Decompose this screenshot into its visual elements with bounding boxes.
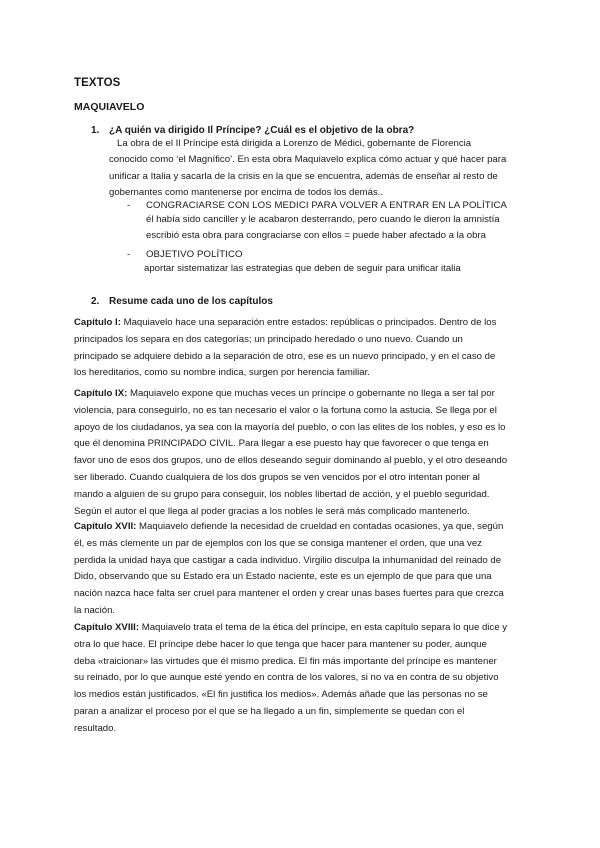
chapter-label: Capítulo I: [74,317,121,328]
answer-1-line: unificar a Italia y sacarla de la crisis en la que se encuentra, además de enseñar al resto de [109,170,498,182]
chapter-line: principados los separa en dos categorías; un principado heredado o uno nuevo. Cuando un [74,333,463,345]
chapter-line: perdida la unidad haya que castigar a cada individuo. Virgilio disculpa la inhumanidad del reinado de [74,554,502,566]
document-title: TEXTOS [74,77,121,89]
chapter-summary [74,386,526,520]
chapter-label: Capítulo XVII: [74,521,137,532]
section-heading: MAQUIAVELO [74,101,145,113]
chapter-line: principado se adquiere debido a la separación de otro, ese es un nuevo principado, y en el caso de [74,350,496,362]
chapter-line: la nación. [74,604,116,616]
bullet-heading: OBJETIVO POLÍTICO [146,249,243,260]
bullet-line: aportar sistematizar las estrategias que deben de seguir para unificar italia [144,263,461,274]
chapter-line: nación nazca hace falta ser cruel para mantener el orden y crear unas bases fuertes para que crezca [74,588,504,600]
question-1-text: ¿A quién va dirigido Il Príncipe? ¿Cuál es el objetivo de la obra? [109,125,415,136]
bullet-heading: CONGRACIARSE CON LOS MEDICI PARA VOLVER A ENTRAR EN LA POLÍTICA [146,200,507,211]
question-1-number: 1. [91,125,100,136]
bullet-dash: - [127,200,131,211]
chapter-line: él, es más clemente un par de ejemplos con los que se consiga mantener el orden, que una vez [74,537,482,549]
question-2-number: 2. [91,296,100,307]
chapter-line: deba «traicionar» las virtudes que él mismo predica. El fin más importante del príncipe es mantener [74,655,497,667]
chapter-line: Dido, observando que su Estado era un Estado naciente, este es un ejemplo de que para que una [74,571,492,583]
chapter-line: Maquiavelo hace una separación entre estados: repúblicas o principados. Dentro de los [120,317,497,328]
chapter-line: Maquiavelo defiende la necesidad de crueldad en contadas ocasiones, ya que, según [136,521,504,532]
chapter-line: ser liberado. Cuando cualquiera de los dos grupos se ven vencidos por el otro intentan poner al [74,471,480,483]
chapter-summary [74,620,526,738]
bullet-text [146,212,500,245]
chapter-line: otra lo que hace. El príncipe debe hacer lo que tenga que hacer para mantener su poder, aunque [74,638,487,650]
answer-1-line: La obra de el Il Príncipe está dirigida a Lorenzo de Médici, gobernante de Florencia [117,138,472,149]
chapter-line: Maquiavelo trata el tema de la ética del príncipe, en esta capítulo separa lo que dice y [139,622,508,633]
question-2-text: Resume cada uno de los capítulos [109,296,273,307]
chapter-line: los medios están justificados. «El fin justifica los medios». Además añade que las personas no se [74,689,488,701]
chapter-summary [74,315,526,382]
chapter-line: resultado. [74,722,117,734]
chapter-line: los hereditarios, como su nombre indica, surgen por herencia familiar. [74,367,370,379]
bullet-line: él había sido canciller y le acabaron desterrando, pero cuando le dieron la amnistía [146,214,500,225]
chapter-line: violencia, para conseguirlo, no es tan necesario el valor o la fortuna como la astucia. Se llega por el [74,404,497,416]
chapter-line: su reinado, por lo que aunque esté yendo en contra de los valores, si no va en contra de su objetivo [74,672,499,684]
chapter-line: mando a alguien de su grupo para conseguir, los nobles libertad de acción, y el pueblo seguridad. [74,488,490,500]
bullet-text [144,261,461,277]
chapter-line: apoyo de los ciudadanos, ya sea con la mayoría del pueblo, o con las elites de los nobles, y eso es lo [74,421,506,433]
chapter-line: Maquiavelo expone que muchas veces un príncipe o gobernante no llega a ser tal por [127,388,495,399]
answer-1-line: gobernantes como mantenerse por encima de todos los demás.. [109,186,384,198]
chapter-label: Capítulo XVIII: [74,622,140,633]
answer-1-line: conocido como ‘el Magnífico’. En esta obra Maquiavelo explica cómo actuar y qué hacer para [109,154,507,166]
bullet-line: escribió esta obra para congraciarse con ellos = puede haber afectado a la obra [146,230,486,242]
answer-1-paragraph [109,136,506,201]
chapter-label: Capítulo IX: [74,388,128,399]
chapter-summary [74,519,526,620]
chapter-line: que él denomina PRINCIPADO CIVIL. Para llegar a ese puesto hay que favorecer o que tenga en [74,438,489,450]
chapter-line: Según el autor el que llega al poder gracias a los nobles le será más complicado mantenerlo. [74,505,470,517]
bullet-dash: - [127,249,131,260]
chapter-line: favor uno de esos dos grupos, uno de ellos deseando seguir dominando al pueblo, y el otro deseando [74,455,508,467]
chapter-line: paran a analizar el proceso por el que se ha llegado a un fin, simplemente se quedan con el [74,705,465,717]
